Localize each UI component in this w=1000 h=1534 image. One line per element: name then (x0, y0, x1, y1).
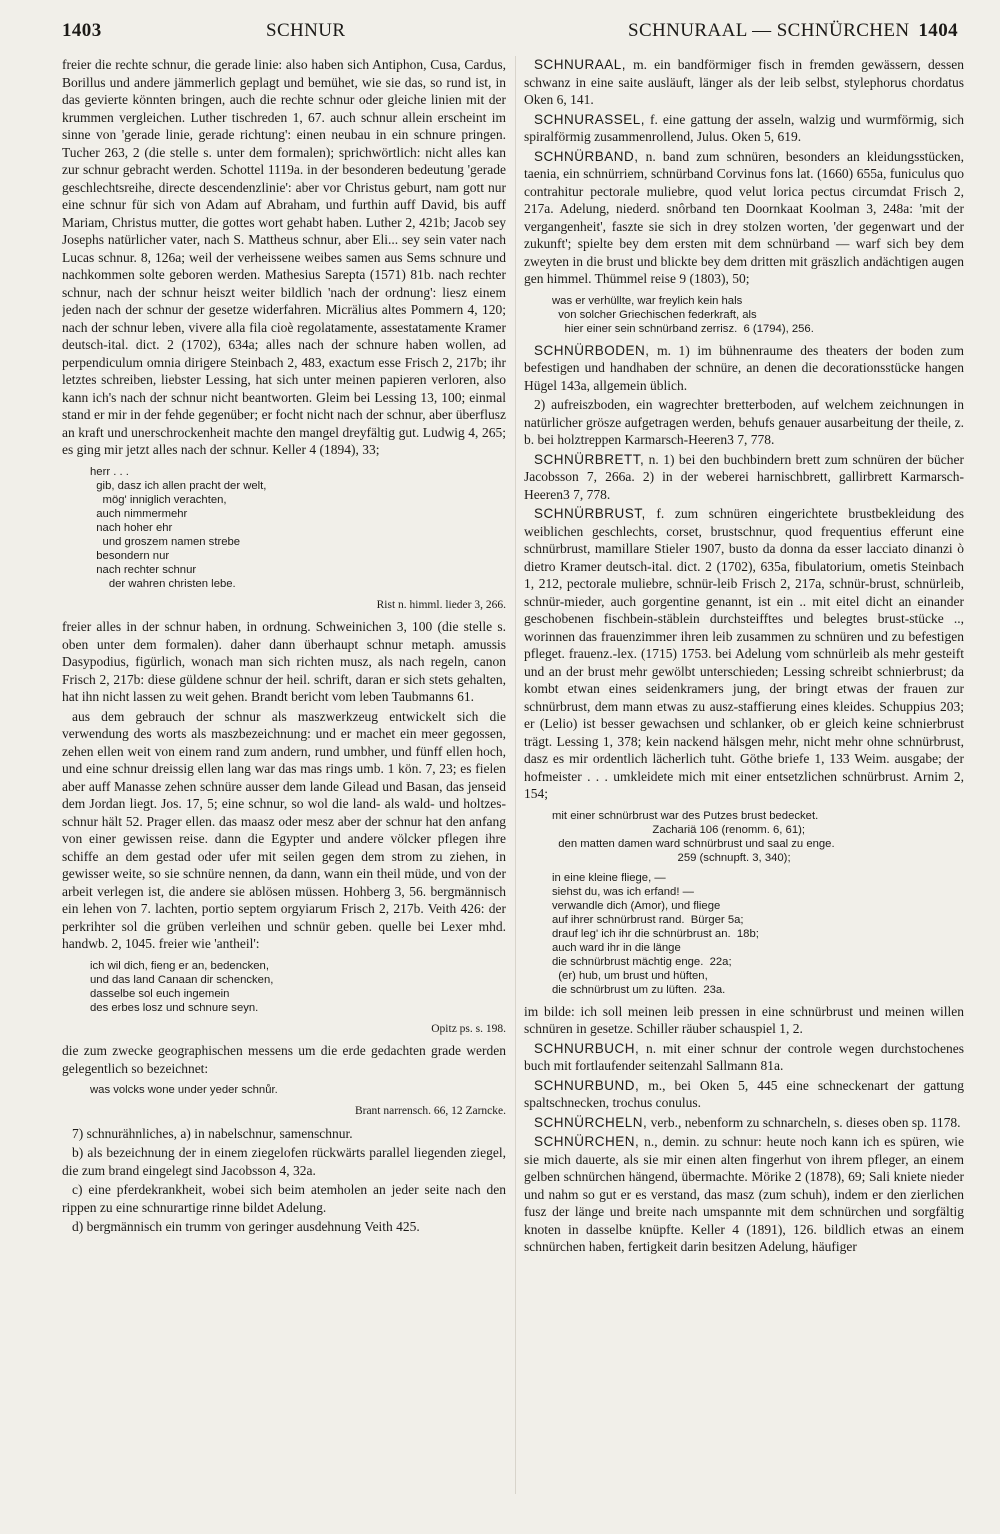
headword: SCHNURBUCH, (534, 1040, 640, 1056)
headword: SCHNÜRBODEN, (534, 342, 650, 358)
entry-text: Opitz ps. s. 198. (431, 1022, 506, 1035)
verse-quote (90, 1083, 506, 1097)
entry-text: herr . . . gib, dasz ich allen pracht der welt, mög' inniglich verachten, auch nimmermehr nach hoher ehr und groszem namen strebe besondern nur nach rechter schnur der wahren christen lebe. (90, 465, 267, 590)
entry-paragraph (524, 451, 964, 504)
entry-text: im bilde: ich soll meinen leib pressen in eine schnürbrust und meinen willen schnüren in gesetze. Schiller räuber schauspiel 1, 2. (524, 1003, 964, 1036)
headword: SCHNÜRBRETT, (534, 451, 645, 467)
entry-text: n. mit einer schnur der controle wegen durchstochenes buch mit fortlaufender seitenzahl Sallmann 81a. (524, 1040, 964, 1073)
running-header (56, 14, 958, 46)
entry-text: Brant narrensch. 66, 12 Zarncke. (354, 1105, 506, 1117)
source-citation (62, 1021, 506, 1039)
entry-paragraph (62, 56, 506, 459)
entry-paragraph (524, 1040, 964, 1075)
headword: SCHNÜRCHELN, (534, 1114, 648, 1130)
entry-text: d) bergmännisch ein trumm von geringer ausdehnung Veith 425. (72, 1219, 420, 1234)
entry-text: verb., nebenform zu schnarcheln, s. dieses oben sp. 1178. (647, 1114, 961, 1130)
entry-text: b) als bezeichnung der in einem ziegelofen rückwärts parallel liegenden ziegel, die zum brand eingelegt sind Jacobsson 4, 32a. (62, 1145, 506, 1178)
source-citation (62, 597, 506, 615)
entry-paragraph (62, 1218, 506, 1236)
headword: SCHNÜRBAND, (534, 148, 639, 164)
entry-text: freier alles in der schnur haben, in ordnung. Schweinichen 3, 100 (die stelle s. oben unter dem formalen). daher dann überhaupt schnur metaph. amussis Dasypodius, figürlich, wonach man sich richten musz, als nach regeln, canon Frisch 2, 217b: diese güldene schnur der heil. schrift, daran er sich stets gehalten, hat ihn nicht lassen zu weit gehen. Brandt bericht vom leben Taubmanns 61. (62, 619, 506, 704)
entry-text: f. eine gattung der asseln, walzig und wurmförmig, sich spiralförmig zusammenrollend, Julus. Oken 5, 619. (524, 111, 964, 144)
entry-text: n. 1) bei den buchbindern brett zum schnüren der bücher Jacobsson 7, 266a. 2) in der weberei harnischbrett, gallirbrett Karmarsch-Heeren3 7, 778. (524, 451, 964, 502)
entry-paragraph (62, 1181, 506, 1216)
headword: SCHNURBUND, (534, 1077, 640, 1093)
entry-paragraph (62, 618, 506, 706)
verse-quote (552, 809, 964, 865)
entry-paragraph (524, 111, 964, 146)
source-citation (62, 1103, 506, 1121)
headword: SCHNURASSEL, (534, 111, 646, 127)
entry-text: ich wil dich, fieng er an, bedencken, und das land Canaan dir schencken, dasselbe sol euch ingemein des erbes losz und schnure seyn. (90, 959, 274, 1014)
page-number-left: 1403 (62, 20, 102, 41)
verse-quote (552, 871, 964, 997)
page-number-right: 1404 (918, 20, 958, 41)
entry-text: freier die rechte schnur, die gerade linie: also haben sich Antiphon, Cusa, Cardus, Borillus und andere jämmerlich geplagt und bemühet, wie sie das, so rund ist, in das gevierte könnten bringen, auch die rechte schnur oder gleiche linien mit der krummen vergleichen. Luther tischreden 1, 67. auch schnur allein erscheint im sinne von 'gerade linie, gerade richtung': einen neubau in ein schnure pringen. Tucher 263, 2 (die stelle s. unter dem formalen); sprichwörtlich: nicht alles kan zur schnur gebracht werden. Schottel 1119a. in der besonderen bedeutung 'gerade geschlechtsreihe, directe descendenzlinie': aber vor Christus geburt, nam gott nur eine schnur für sich von Adam auf Abraham, und furthin auff David, bis auff Mariam, Christus mutter, die gottes wort gehabt haben. Luther 2, 421b; Jacob sey Josephs natürlicher vater, nach S. Mattheus schnur, aber Eli... sey sein vater nach Lucas schnur. 8, 126a; weil der verheissene weibes samen aus Sems schnure und nachkommen solte geboren werden. Mathesius Sarepta (1571) 81b. nach rechter schnur, nach der schnur heiszt weiter bildlich 'nach der ordnung': liesz einem jeden nach der schnur der gesetze widerfahren. Micrälius altes Pommern 4, 120; nach der schnur leben, vivere alla fila cioè regolatamente, assestatamente Kramer deutsch-ital. dict. 2 (1702), 634a; alles nach der schnure haben wollen, ad perpendiculum omnia dirigere Steinbach 2, 483, exactum esse Frisch 2, 217b; ihr letztes schreiben, liebster Lessing, hat sich unter meinen papieren verloren, also kann ich's nach der schnur nicht beantworten. Gleim bei Lessing 13, 100; einmal stand er mir in der fehde gegenüber; er focht nicht nach der schnur, aber überflusz an kraft und unerschrockenheit machte den mangel dreyfältig gut. Ludwig 4, 265; es ging mir jetzt alles nach der schnur. Keller 4 (1894), 33; (62, 57, 506, 457)
entry-text: m. ein bandförmiger fisch in fremden gewässern, dessen schwanz in eine saite ausläuft, länger als der leib selbst, stylephorus chordatus Oken 6, 141. (524, 57, 964, 107)
entry-text: Rist n. himml. lieder 3, 266. (376, 598, 506, 611)
entry-text: 7) schnurähnliches, a) in nabelschnur, samenschnur. (72, 1125, 353, 1141)
entry-paragraph (524, 1133, 964, 1256)
entry-paragraph (62, 1144, 506, 1179)
entry-text: f. zum schnüren eingerichtete brustbekleidung des weiblichen geschlechts, corset, brustschnur, quod frequentius efferunt eine schnürbrust, mamillare Stieler 1907, busto da donna da esser lacciato dinanzi ò dietro Kramer deutsch-ital. dict. 2 (1702), 635a, fibulatorium, ometis Steinbach 1, 212, pectorale muliebre, schnür-leib Frisch 2, 217a, schnür-brust, schnürleib, schnür-mieder, auch gorgentine genannt, ist ein .. mit eitel dicht an einander geschobenen fischbein-stäblein durchsteifftes und belegtes brust-stücke .., worinnen das frauenzimmer ihren leib zusammen zu schnüren und zu befestigen pfleget. frauenz.-lex. (1715) 1753. bei Adelung vom schnürleib als mehr gesteift und an der brust mehr gewölbt unterschieden; Lessing schreibt schnierbrust; da kombt etwan eines seidenkramers jung, der bringt etwas der frauen zur schnürbrust, dem mann etwas zu ausz-staffierung eines kleides. Schuppius 203; er (Lelio) ist besser gewachsen und schlanker, ob er gleich keine schnierbrust trägt. Lessing 1, 378; kein nackend hälsgen mehr, nicht mehr ohne schnürbrust, dasz es mir ordentlich lächerlich tuht. Göthe briefe 1, 133 Weim. ausgabe; der hofmeister . . . umkleidete mich mit einer entsetzlichen schnürbrust. Arnim 2, 154; (524, 506, 964, 801)
headword: SCHNURAAL, (534, 57, 627, 72)
verse-quote (90, 959, 506, 1015)
entry-text: m., bei Oken 5, 445 eine schneckenart der gattung spaltschnecken, trochus conulus. (524, 1077, 964, 1110)
verse-quote (90, 465, 506, 591)
entry-paragraph (524, 148, 964, 288)
entry-paragraph (524, 1003, 964, 1038)
entry-text: aus dem gebrauch der schnur als maszwerkzeug entwickelt sich die verwendung des worts als maszbezeichnung: und er machet ein meer gegossen, zehen ellen weit von einem rand zum andern, rund umbher, und fünff ellen hoch, und eine schnur dreissig ellen lang war das mas rings umb. 1 kön. 7, 23; es fielen aber auff Manasse zehen schnüre ausser dem lande Gilead und Basan, das jenseid dem Jordan liegt. Jos. 17, 5; eine schnur, so wol die land- als wald- und holtzes-schnur hält 52. Prager ellen. das maasz oder mesz aber der schnur hat den anfang von einer gewissen reise. dann die Egypter und andere völcker pflegen ihre schiffe an dem gestad oder ufer mit seilen gegen dem strom zu ziehen, in gewisser weite, so sie schnüre nennen, da dann, wann ein theil müde, und von der arbeit verlegen ist, die andere sie ablösen müssen. Hohberg 3, 56. bergmännisch ein lehen von 7. lachten, portio septem orgyiarum Frisch 2, 217b. Veith 426: der perkrihter sol die grüben verleihen und schnür geben. quelle bei Lexer mhd. handwb. 2, 1045. freier wie 'antheil': (62, 708, 506, 951)
left-column (62, 56, 506, 1490)
running-head-left: SCHNUR (266, 20, 346, 41)
verse-quote (552, 294, 964, 336)
entry-paragraph (62, 1125, 506, 1143)
entry-text: mit einer schnürbrust war des Putzes brust bedecket. Zachariä 106 (renomm. 6, 61); den matten damen ward schnürbrust und saal zu enge. 259 (schnupft. 3, 340); (552, 809, 835, 864)
entry-paragraph (524, 396, 964, 449)
entry-paragraph (524, 1077, 964, 1112)
headword: SCHNÜRCHEN, (534, 1134, 640, 1149)
entry-text: was er verhüllte, war freylich kein hals von solcher Griechischen federkraft, als hier einer sein schnürband zerrisz. 6 (1794), 256. (552, 294, 814, 335)
entry-text: n., demin. zu schnur: heute noch kann ich es spüren, wie sie mich dauerte, als sie mir einen alten fingerhut von ihrem pfleger, an einem gelben schnürchen hängend, übermachte. Mörike 2 (1878), 69; Sali kniete nieder und nahm so gut er es verstand, das masz (zum schuh), indem er den zierlichen fusz der länge und breite nach umspannte mit dem schnürchen und sorgfältig knoten in dasselbe knüpfte. Keller 4 (1891), 126. bildlich etwas an einem schnürchen haben, fertigkeit darin besitzen Adelung, häufiger (524, 1134, 964, 1254)
headword: SCHNÜRBRUST, (534, 506, 646, 521)
running-head-right: SCHNURAAL — SCHNÜRCHEN (628, 20, 910, 41)
entry-paragraph (524, 56, 964, 109)
entry-paragraph (524, 505, 964, 803)
entry-text: 2) aufreiszboden, ein wagrechter bretterboden, auf welchem zeichnungen in natürlicher grösze aufgetragen werden, behufs genauer ausarbeitung der theile, z. b. bei holztreppen Karmarsch-Heeren3 7, 778. (524, 397, 964, 447)
right-column (524, 56, 964, 1490)
entry-text: m. 1) im bühnenraume des theaters der boden zum befestigen und handhaben der schnüre, an denen die decorationsstücke hangen Hügel 143a, allgemein üblich. (524, 342, 964, 393)
column-gutter (515, 56, 516, 1494)
entry-text: die zum zwecke geographischen messens um die erde gedachten grade werden gelegentlich so bezeichnet: (62, 1043, 506, 1076)
entry-paragraph (62, 1042, 506, 1077)
entry-text: in eine kleine fliege, — siehst du, was ich erfand! — verwandle dich (Amor), und fliege auf ihrer schnürbrust rand. Bürger 5a; drauf leg' ich ihr die schnürbrust an. 18b; auch ward ihr in die länge die schnürbrust mächtig enge. 22a; (er) hub, um brust und hüften, die schnürbrust um zu lüften. 23a. (552, 871, 759, 996)
entry-text: c) eine pferdekrankheit, wobei sich beim atemholen an jeder seite nach den rippen zu eine schnurartige rinne bildet Adelung. (62, 1182, 506, 1215)
entry-paragraph (62, 708, 506, 953)
entry-paragraph (524, 342, 964, 395)
entry-text: was volcks wone under yeder schnůr. (90, 1084, 278, 1096)
entry-paragraph (524, 1114, 964, 1132)
entry-text: n. band zum schnüren, besonders an kleidungsstücken, taenia, ein schnürriem, schnürband Corvinus fons lat. (1660) 655a, funiculus quo contrahitur pectorale muliebre, quod velut lorica pectus circumdat Frisch 2, 217a. Adelung, niederd. snôrband ten Doornkaat Koolman 3, 248a: 'mit der vergangenheit', faszte sie sich in drey stolzen worten, 'der gegenwart und der zukunft'; spielte bey dem ersten mit dem schnürband — warf sich bey dem zweyten in die brust und blickte bey dem dritten mit gräszlich andächtigen augen gen himmel. Thümmel reise 9 (1803), 50; (524, 148, 964, 286)
